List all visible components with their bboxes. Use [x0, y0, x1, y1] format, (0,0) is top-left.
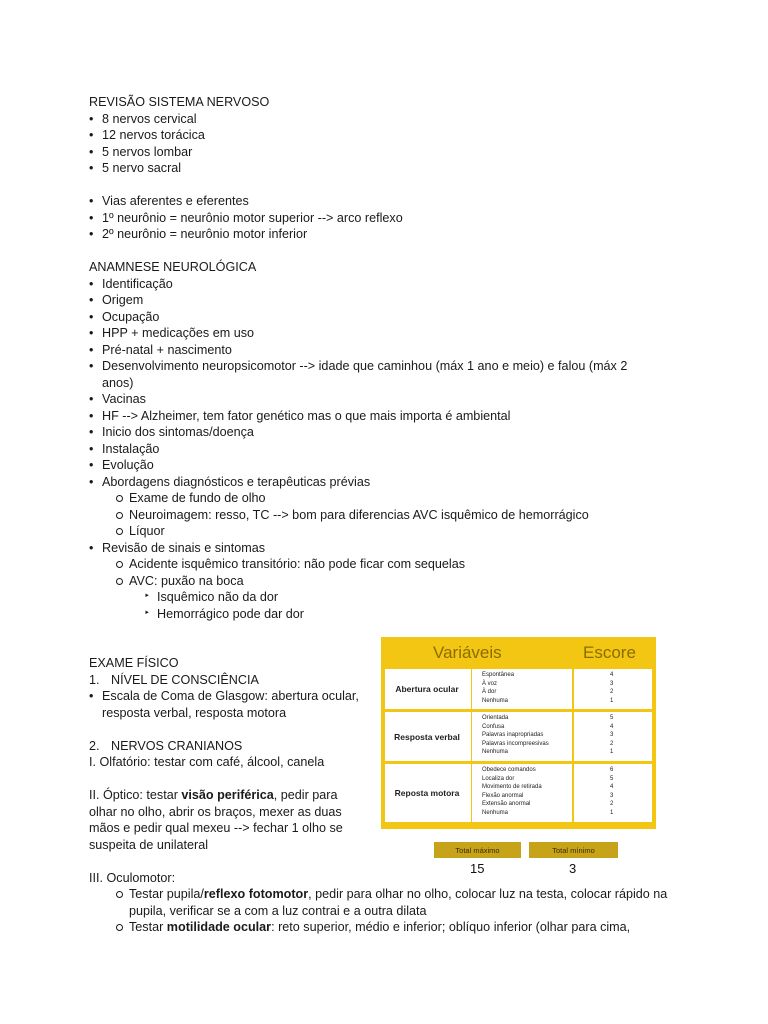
list-item: • Vias aferentes e eferentes: [89, 193, 689, 210]
score: 2: [610, 740, 614, 747]
text-run: Testar: [129, 920, 167, 934]
list-item: • 12 nervos torácica: [89, 127, 689, 144]
total-min-label: Total mínimo: [529, 842, 618, 858]
sub-list-item: [89, 886, 669, 919]
row-label: Resposta verbal: [394, 731, 460, 742]
glasgow-table-image: [381, 637, 656, 876]
score: 5: [610, 775, 614, 782]
score: 1: [610, 809, 614, 816]
heading-text: NÍVEL DE CONSCIÊNCIA: [111, 672, 259, 687]
option: Obedece comandos: [482, 767, 536, 773]
sub-list-item: Líquor: [89, 523, 689, 540]
score: 3: [610, 680, 614, 687]
list-item: • Instalação: [89, 441, 689, 458]
paragraph: [89, 787, 359, 853]
list-item: • Evolução: [89, 457, 689, 474]
heading-text: NERVOS CRANIANOS: [111, 738, 243, 753]
option: Orientada: [482, 715, 509, 721]
bold-text: reflexo fotomotor: [203, 887, 309, 901]
option: À dor: [482, 689, 497, 695]
score: 4: [610, 723, 614, 730]
list-item: • Revisão de sinais e sintomas: [89, 540, 689, 557]
section-title-exame: EXAME FÍSICO: [89, 656, 179, 670]
option: Palavras incompreesivas: [482, 740, 549, 747]
option: Flexão anormal: [482, 792, 524, 799]
bold-text: motilidade ocular: [166, 920, 272, 934]
option: Nenhuma: [482, 809, 509, 816]
row-label: Reposta motora: [394, 788, 460, 798]
option: À voz: [482, 680, 498, 687]
list-item: • Desenvolvimento neuropsicomotor --> idade que caminhou (máx 1 ano e meio) e falou (máx 2 anos): [89, 358, 662, 391]
option: Localiza dor: [482, 775, 515, 782]
text-run: : reto superior, médio e inferior; oblíquo inferior (olhar para cima,: [271, 920, 631, 934]
sub-list-item: [89, 919, 689, 936]
heading-number: 1.: [89, 672, 100, 687]
header-escore: Escore: [583, 643, 636, 662]
score: 6: [610, 767, 614, 773]
option: Nenhuma: [482, 749, 509, 755]
option: Palavras inapropriadas: [482, 732, 544, 738]
score: 1: [610, 697, 614, 704]
score: 4: [610, 784, 614, 790]
list-item: • HF --> Alzheimer, tem fator genético mas o que mais importa é ambiental: [89, 408, 689, 425]
list-item: • 8 nervos cervical: [89, 111, 689, 128]
score: 1: [610, 749, 614, 755]
total-min-value: 3: [569, 861, 577, 876]
row-label: Abertura ocular: [395, 684, 459, 694]
score: 2: [610, 689, 614, 695]
score: 3: [610, 732, 614, 738]
list-item: • Escala de Coma de Glasgow: abertura ocular, resposta verbal, resposta motora: [89, 688, 359, 721]
total-max-value: 15: [470, 861, 485, 876]
option: Nenhuma: [482, 697, 509, 704]
option: Espontânea: [482, 672, 515, 678]
table-body: [381, 669, 656, 829]
row-scores: [572, 712, 654, 761]
sub-list-item: Neuroimagem: resso, TC --> bom para diferencias AVC isquêmico de hemorrágico: [89, 507, 689, 524]
section-title-revisao: REVISÃO SISTEMA NERVOSO: [89, 95, 270, 109]
option: Movimento de retirada: [482, 784, 542, 790]
table-row: [385, 764, 652, 822]
option: Extensão anormal: [482, 801, 531, 807]
list-item: • Abordagens diagnósticos e terapêuticas prévias: [89, 474, 689, 491]
sub-sub-list-item: ‣ Isquêmico não da dor: [89, 589, 689, 606]
table-header: [381, 637, 656, 669]
row-options: [471, 669, 571, 709]
paragraph: III. Oculomotor:: [89, 870, 176, 885]
sub-sub-list-item: ‣ Hemorrágico pode dar dor: [89, 606, 689, 623]
row-scores: [572, 669, 654, 709]
list-item: • Vacinas: [89, 391, 689, 408]
score: 3: [610, 792, 614, 799]
list-item: • Identificação: [89, 276, 689, 293]
paragraph: I. Olfatório: testar com café, álcool, canela: [89, 755, 325, 769]
list-item: • 5 nervos lombar: [89, 144, 689, 161]
table-row: [385, 712, 652, 761]
list-item: • Ocupação: [89, 309, 689, 326]
sub-list-item: Exame de fundo de olho: [89, 490, 689, 507]
row-options: [471, 712, 571, 761]
text-run: Testar pupila/: [129, 887, 204, 901]
list-item: • 1º neurônio = neurônio motor superior --> arco reflexo: [89, 210, 689, 227]
option: Confusa: [482, 723, 505, 730]
list-item: • Inicio dos sintomas/doença: [89, 424, 689, 441]
list-item: • 5 nervo sacral: [89, 160, 689, 177]
heading-number: 2.: [89, 738, 100, 753]
list-item: • 2º neurônio = neurônio motor inferior: [89, 226, 689, 243]
sub-list-item: Acidente isquêmico transitório: não pode ficar com sequelas: [89, 556, 689, 573]
score: 2: [610, 801, 614, 807]
header-variaveis: Variáveis: [433, 643, 502, 662]
list-item: • Pré-natal + nascimento: [89, 342, 689, 359]
text-run: II. Óptico: testar: [89, 788, 182, 802]
score: 4: [610, 672, 614, 678]
text-run: , pedir para olhar no olho, abrir os braços, mexer as duas mãos e pedir qual mexeu --> fechar 1 olho se suspeita de unilateral: [89, 788, 343, 852]
total-max-label: Total máximo: [434, 842, 521, 858]
table-row: [385, 669, 652, 709]
score: 5: [610, 715, 614, 721]
text-run: , pedir para olhar no olho, colocar luz na testa, colocar rápido na pupila, verificar se a com a luz contrai e a outra dilata: [129, 887, 668, 918]
list-item: • Origem: [89, 292, 689, 309]
list-item: • HPP + medicações em uso: [89, 325, 689, 342]
sub-list-item: AVC: puxão na boca: [89, 573, 689, 590]
row-scores: [572, 764, 654, 822]
bold-text: visão periférica: [181, 788, 274, 802]
section-title-anamnese: ANAMNESE NEUROLÓGICA: [89, 260, 257, 274]
row-options: [471, 764, 571, 822]
